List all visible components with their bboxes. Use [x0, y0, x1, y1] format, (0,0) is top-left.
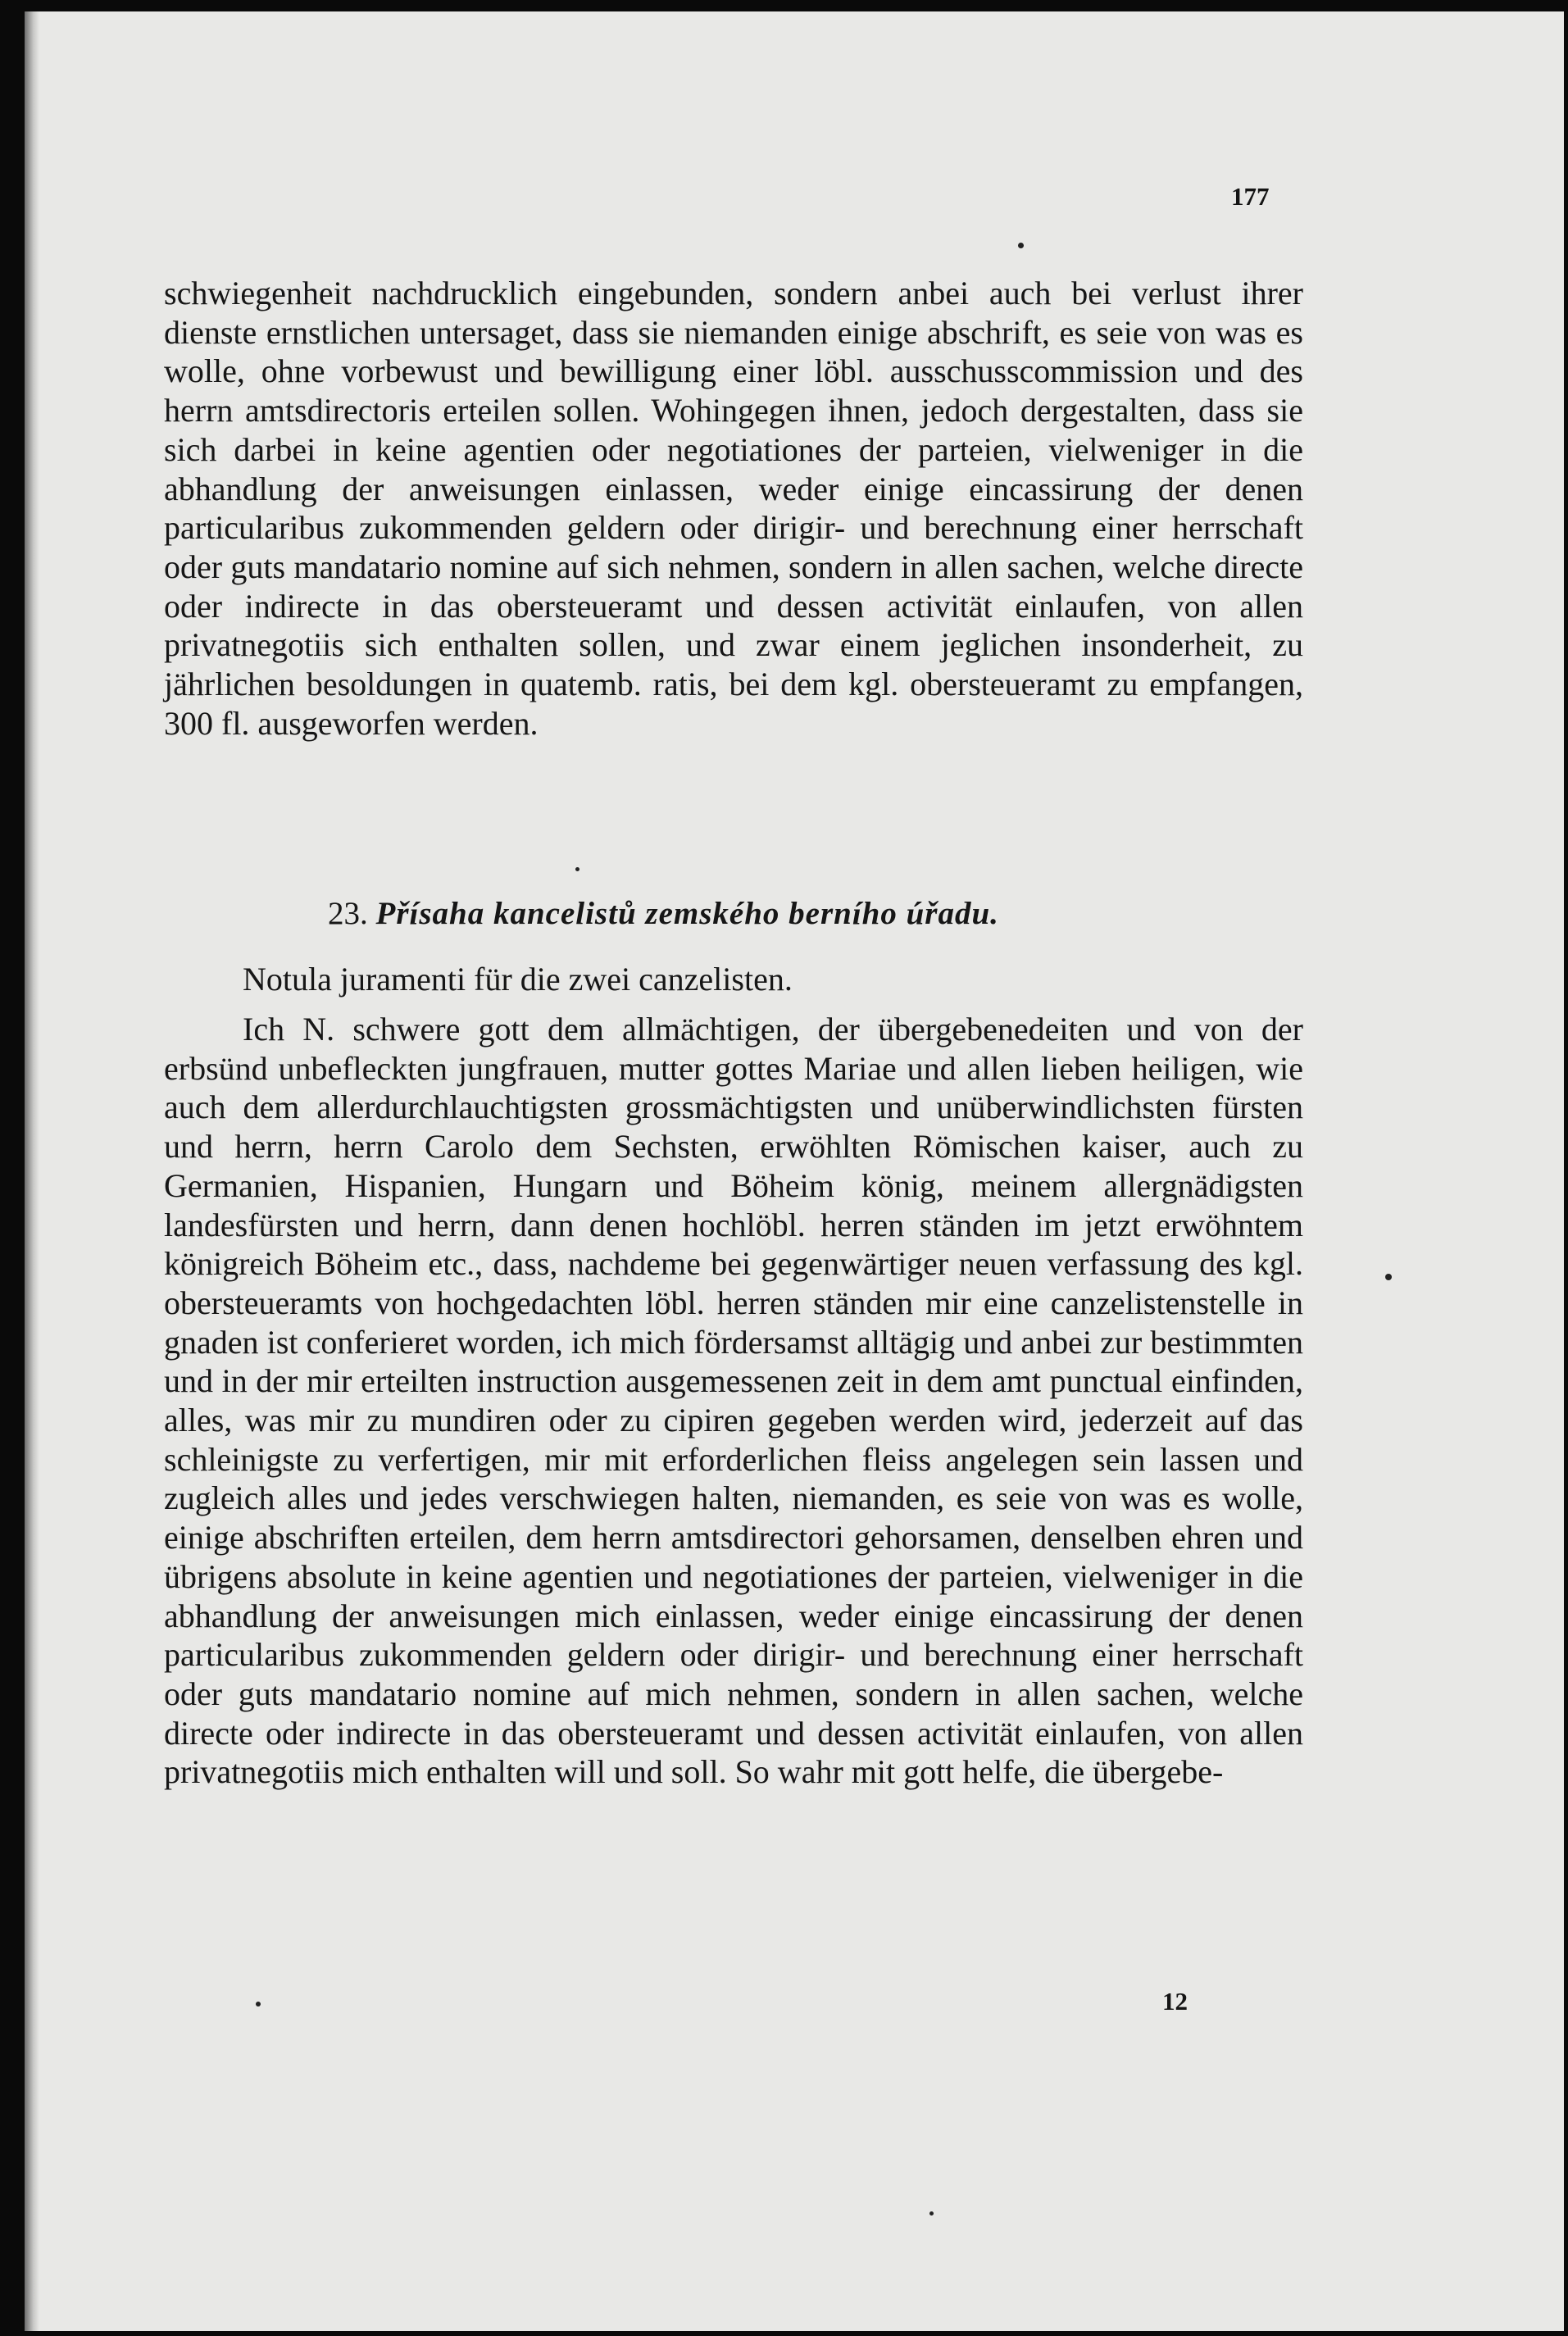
- scan-speck: [1018, 243, 1024, 248]
- scan-speck: [1385, 1274, 1392, 1280]
- section-title: Přísaha kancelistů zemského berního úřadu.: [375, 896, 999, 931]
- scan-speck: [575, 867, 579, 871]
- paragraph-text: Ich N. schwere gott dem allmächtigen, der übergebenedeiten und von der erbsünd unbefleckten jungfrauen, mutter gottes Mariae und allen lieben heiligen, wie auch dem allerdurchlauchtigsten grossmächtigsten und unüberwindlichsten fürsten und herrn, herrn Carolo dem Sechsten, erwöhlten Römischen kaiser, auch zu Germanien, Hispanien, Hungarn und Böheim könig, meinem allergnädigsten landesfürsten und herrn, dann denen hochlöbl. herren ständen im jetzt erwöhntem königreich Böheim etc., dass, nachdeme bei gegenwärtiger neuen verfassung des kgl. obersteueramts von hochgedachten löbl. herren ständen mir eine canzelistenstelle in gnaden ist conferieret worden, ich mich fördersamst alltägig und anbei zur bestimmten und in der mir erteilten instruction ausgemessenen zeit in dem amt punctual einfinden, alles, was mir zu mundiren oder zu cipiren gegeben werden wird, jederzeit auf das schleinigste zu verfertigen, mir mit erforderlichen fleiss angelegen sein lassen und zugleich alles und jedes verschwiegen halten, niemanden, es seie von was es wolle, einige abschriften erteilen, dem herrn amtsdirectori gehorsamen, denselben ehren und übrigens absolute in keine agentien und negotiationes der parteien, vielweniger in die abhandlung der anweisungen mich einlassen, weder einige eincassirung der denen particularibus zukommenden geldern oder dirigir- und berechnung einer herrschaft oder guts mandatario nomine auf mich nehmen, sondern in allen sachen, welche directe oder indirecte in das obersteueramt und dessen activität einlaufen, von allen privatnegotiis mich enthalten will und soll. So wahr mit gott helfe, die übergebe-: [164, 1011, 1303, 1791]
- scan-speck: [929, 2211, 934, 2216]
- section-number: 23.: [328, 896, 368, 931]
- paragraph-oath: [164, 1010, 1303, 1792]
- section-heading: [328, 895, 999, 932]
- paragraph-text: schwiegenheit nachdrucklich eingebunden, sondern anbei auch bei verlust ihrer dienste ernstlichen untersaget, dass sie niemanden einige abschrift, es seie von was es wolle, ohne vorbewust und bewilligung einer löbl. ausschusscommission und des herrn amtsdirectoris erteilen sollen. Wohingegen ihnen, jedoch dergestalten, dass sie sich darbei in keine agentien oder negotiationes der parteien, vielweniger in die abhandlung der anweisungen einlassen, weder einige eincassirung der denen particularibus zukommenden geldern oder dirigir- und berechnung einer herrschaft oder guts mandatario nomine auf sich nehmen, sondern in allen sachen, welche directe oder indirecte in das obersteueramt und dessen activität einlaufen, von allen privatnegotiis sich enthalten sollen, und zwar einem jeglichen insonderheit, zu jährlichen besoldungen in quatemb. ratis, bei dem kgl. obersteueramt zu empfangen, 300 fl. ausgeworfen werden.: [164, 275, 1303, 742]
- book-page: [25, 11, 1564, 2331]
- page-number-top: 177: [1231, 182, 1270, 211]
- scan-speck: [256, 2002, 261, 2007]
- section-subtitle: Notula juramenti für die zwei canzelisten.: [243, 961, 793, 998]
- paragraph-instruction-end: [164, 274, 1303, 743]
- page-number-bottom: 12: [1162, 1987, 1188, 2016]
- page-edge-shadow: [25, 11, 39, 2331]
